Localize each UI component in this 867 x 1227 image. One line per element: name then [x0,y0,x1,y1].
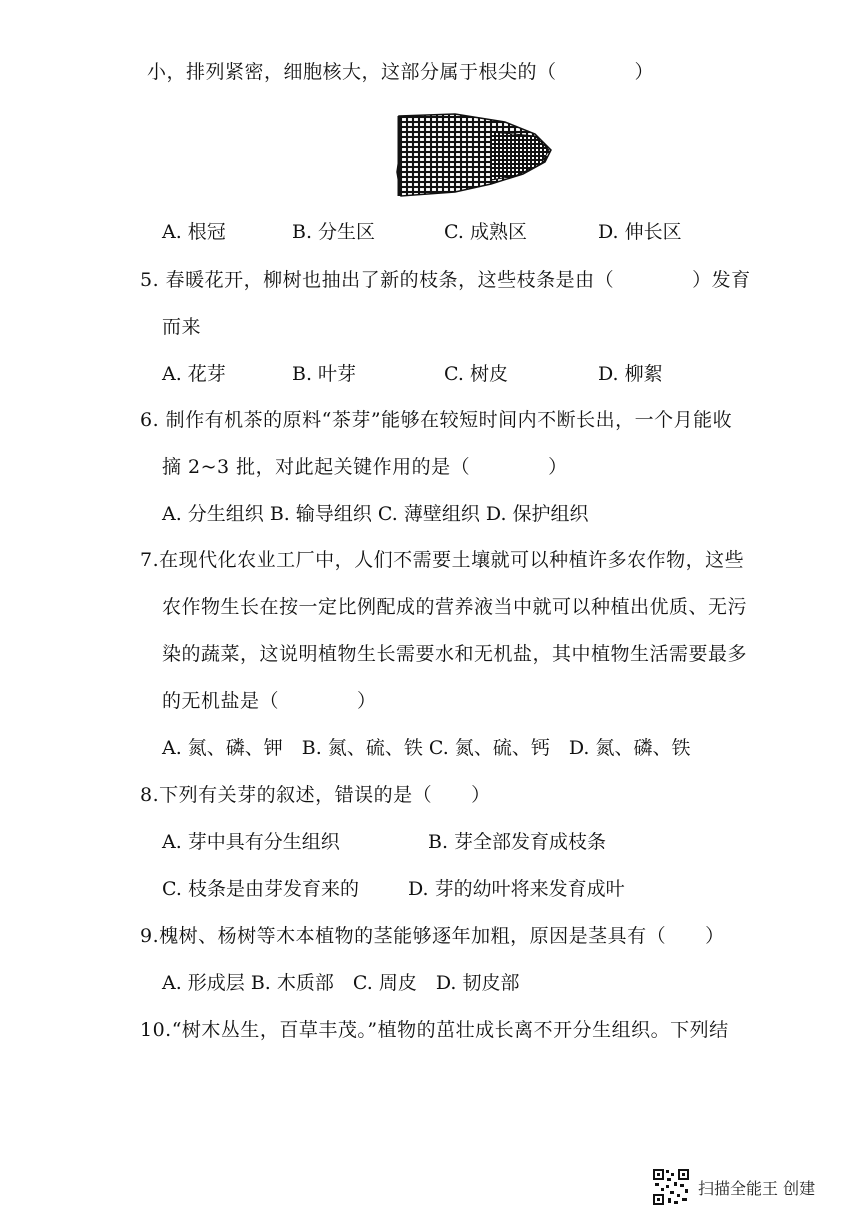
q5-option-b: B. 叶芽 [292,363,357,385]
q10-line-1: 10.“树木丛生，百草丰茂。”植物的茁壮成长离不开分生组织。下列结 [140,1019,729,1041]
q6-options: A. 分生组织 B. 输导组织 C. 薄壁组织 D. 保护组织 [162,503,589,525]
q6-line-1: 6. 制作有机茶的原料“茶芽”能够在较短时间内不断长出，一个月能收 [140,409,733,431]
root-tip-image [395,112,555,198]
q4-option-b: B. 分生区 [292,221,376,243]
q8-line-1: 8.下列有关芽的叙述，错误的是（ ） [140,784,491,806]
q4-option-c: C. 成熟区 [444,221,527,243]
watermark-text: 扫描全能王 创建 [698,1179,816,1198]
q8-option-a: A. 芽中具有分生组织 [162,831,340,853]
q4-option-d: D. 伸长区 [598,221,682,243]
q5-line-1: 5. 春暖花开，柳树也抽出了新的枝条，这些枝条是由（ ）发育 [140,269,751,291]
q7-line-1: 7.在现代化农业工厂中，人们不需要土壤就可以种植许多农作物，这些 [140,549,745,571]
q4-option-a: A. 根冠 [162,221,226,243]
q9-line-1: 9.槐树、杨树等木本植物的茎能够逐年加粗，原因是茎具有（ ） [140,925,725,947]
q7-line-2: 农作物生长在按一定比例配成的营养液当中就可以种植出优质、无污 [162,596,748,618]
q5-option-d: D. 柳絮 [598,363,663,385]
q7-options: A. 氮、磷、钾 B. 氮、硫、铁 C. 氮、硫、钙 D. 氮、磷、铁 [162,737,691,759]
q8-option-b: B. 芽全部发育成枝条 [428,831,607,853]
q7-line-3: 染的蔬菜，这说明植物生长需要水和无机盐，其中植物生活需要最多 [162,643,748,665]
q8-option-d: D. 芽的幼叶将来发育成叶 [408,878,625,900]
q7-line-4: 的无机盐是（ ） [162,690,377,712]
qr-code-icon [652,1168,690,1206]
q8-option-c: C. 枝条是由芽发育来的 [162,878,359,900]
q4-stem-tail: 小，排列紧密，细胞核大，这部分属于根尖的（ ） [147,61,655,83]
q9-options: A. 形成层 B. 木质部 C. 周皮 D. 韧皮部 [162,972,520,994]
q6-line-2: 摘 2~3 批，对此起关键作用的是（ ） [162,456,568,478]
q5-line-2: 而来 [162,316,202,338]
q5-option-a: A. 花芽 [162,363,226,385]
q5-option-c: C. 树皮 [444,363,508,385]
